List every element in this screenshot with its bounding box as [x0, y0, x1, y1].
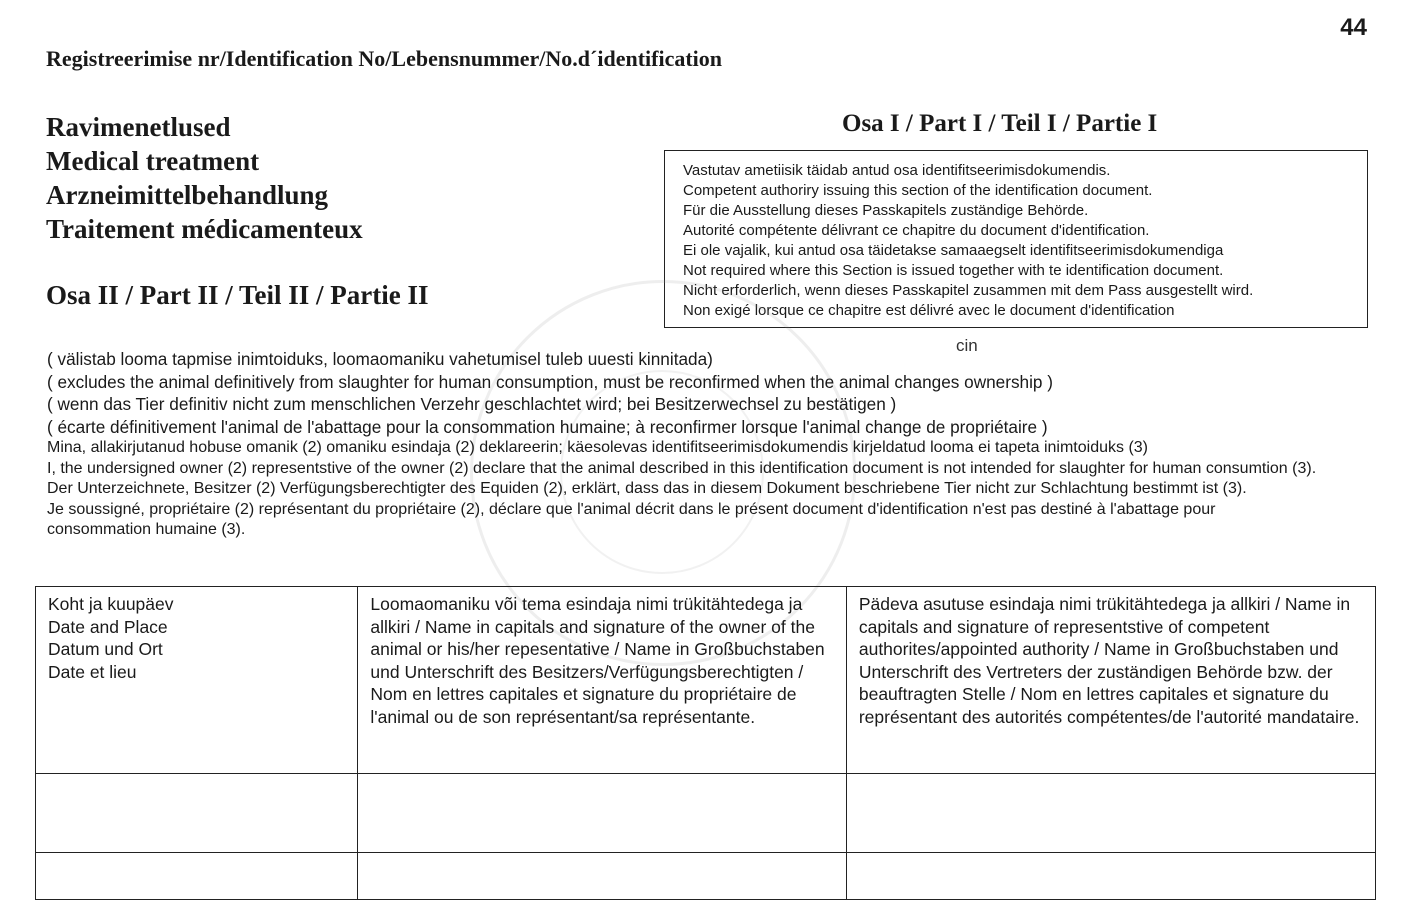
authority-line: Not required where this Section is issued together with te identification document.	[683, 262, 1224, 279]
header-authority-signature: Pädeva asutuse esindaja nimi trükitähtedega ja allkiri / Name in capitals and signature of representstive of competent authorites/appointed authority / Name in Großbuchstaben und Unterschrift des Vertreters der zuständigen Behörde bzw. der beauftragten Stelle / Nom en lettres capitales et signature du représentant des autorités compétentes/de l'autorité mandataire.	[846, 587, 1375, 774]
table-row	[36, 774, 1376, 853]
section-title-line-fr: Traitement médicamenteux	[46, 214, 363, 244]
date-place-field[interactable]	[36, 853, 358, 900]
date-place-field[interactable]	[36, 774, 358, 853]
owner-signature-field[interactable]	[358, 853, 846, 900]
slaughter-exclusion-declaration	[47, 348, 1377, 541]
authority-line: Nicht erforderlich, wenn dieses Passkapitel zusammen mit dem Pass ausgestellt wird.	[683, 282, 1254, 299]
section-title-line-en: Medical treatment	[46, 146, 260, 176]
section-title	[46, 110, 363, 246]
authority-line: Vastutav ametiisik täidab antud osa identifitseerimisdokumendis.	[683, 162, 1111, 179]
table-row	[36, 853, 1376, 900]
table-header-row	[36, 587, 1376, 774]
authority-line: Non exigé lorsque ce chapitre est délivré avec le document d'identification	[683, 302, 1175, 319]
competent-authority-box	[664, 150, 1368, 328]
statement-fr: Je soussigné, propriétaire (2) représentant du propriétaire (2), déclare que l'animal décrit dans le présent document d'identification n'est pas destiné à l'abattage pour consommation humaine (3).	[47, 500, 1216, 538]
authority-line: Autorité compétente délivrant ce chapitre du document d'identification.	[683, 222, 1150, 239]
statement-en: I, the undersigned owner (2) representstive of the owner (2) declare that the animal described in this identification document is not intended for slaughter for human consumtion (3).	[47, 459, 1317, 477]
declaration-line-de: ( wenn das Tier definitiv nicht zum menschlichen Verzehr geschlachtet wird; bei Besitzerwechsel zu bestätigen )	[47, 394, 897, 414]
statement-et: Mina, allakirjutanud hobuse omanik (2) omaniku esindaja (2) deklareerin; käesolevas identifitseerimisdokumendis kirjeldatud looma ei tapeta inimtoiduks (3)	[47, 439, 1148, 456]
statement-de: Der Unterzeichnete, Besitzer (2) Verfügungsberechtigter des Equiden (2), erklärt, dass das in diesem Dokument beschriebene Tier nicht zur Schlachtung bestimmt ist (3).	[47, 480, 1247, 497]
declaration-line-fr: ( écarte définitivement l'animal de l'abattage pour la consommation humaine; à reconfirmer lorsque l'animal change de propriétaire )	[47, 416, 1048, 437]
header-owner-signature: Loomaomaniku või tema esindaja nimi trükitähtedega ja allkiri / Name in capitals and signature of the owner of the animal or his/her repesentative / Name in Großbuchstaben und Unterschrift des Besitzers/Verfügungsberechtigten / Nom en lettres capitales et signature du propriétaire de l'animal ou de son représentant/sa représentante.	[358, 587, 846, 774]
registration-number-label: Registreerimise nr/Identification No/Lebensnummer/No.d´identification	[46, 46, 723, 71]
page-number: 44	[1340, 14, 1367, 41]
part-ii-heading: Osa II / Part II / Teil II / Partie II	[46, 280, 429, 310]
declaration-line-en: ( excludes the animal definitively from slaughter for human consumption, must be reconfirmed when the animal changes ownership )	[47, 371, 1053, 392]
part-i-heading: Osa I / Part I / Teil I / Partie I	[842, 110, 1158, 137]
authority-signature-field[interactable]	[846, 853, 1375, 900]
authority-line: Competent authoriry issuing this section of the identification document.	[683, 182, 1153, 199]
section-title-line-de: Arzneimittelbehandlung	[46, 180, 329, 210]
owner-signature-field[interactable]	[358, 774, 846, 853]
header-date-place: Koht ja kuupäev Date and Place Datum und Ort Date et lieu	[36, 587, 358, 774]
declaration-line-et: ( välistab looma tapmise inimtoiduks, loomaomaniku vahetumisel tuleb uuesti kinnitada)	[47, 349, 713, 369]
stamp-text: cin	[956, 336, 978, 355]
authority-line: Ei ole vajalik, kui antud osa täidetakse samaaegselt identifitseerimisdokumendiga	[683, 242, 1224, 259]
authority-signature-field[interactable]	[846, 774, 1375, 853]
section-title-line-et: Ravimenetlused	[46, 112, 231, 142]
authority-line: Für die Ausstellung dieses Passkapitels zuständige Behörde.	[683, 202, 1089, 219]
